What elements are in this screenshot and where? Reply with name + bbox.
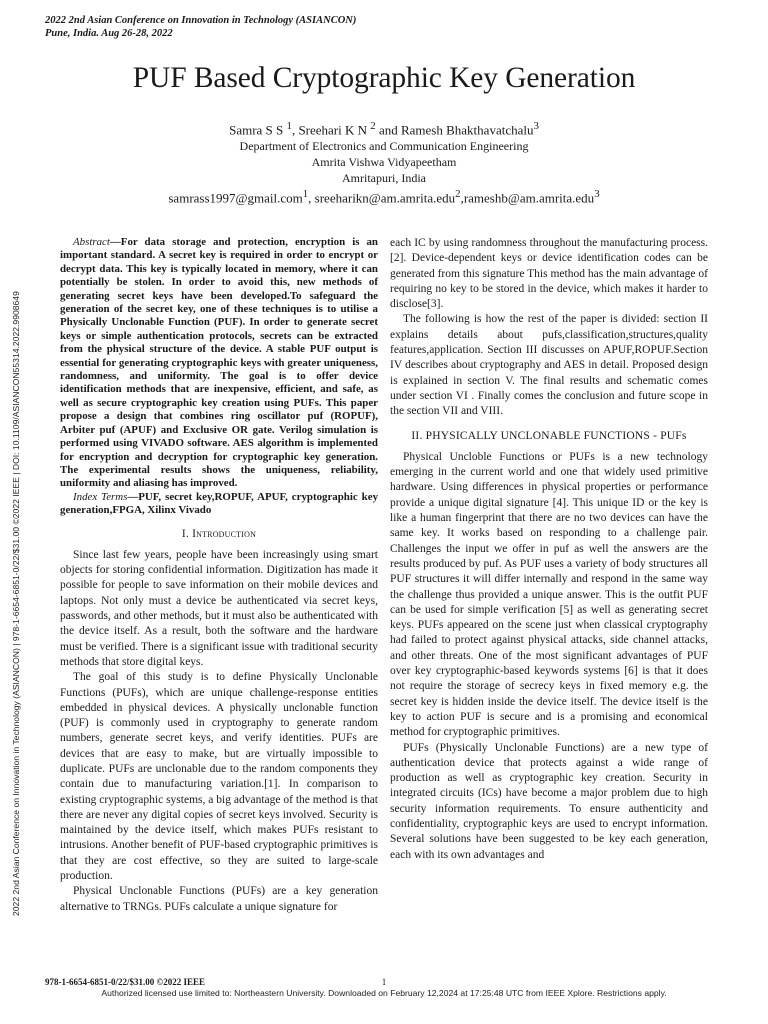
author-sup: 2 bbox=[370, 120, 376, 132]
abstract-lead: Abstract bbox=[73, 236, 110, 248]
index-terms-lead: Index Terms bbox=[73, 490, 128, 503]
email-link[interactable]: sreeharikn@am.amrita.edu bbox=[314, 190, 456, 206]
email-link[interactable]: samrass1997@gmail.com bbox=[168, 190, 303, 206]
paragraph: Physical Uncloble Functions or PUFs is a new technology emerging in the current world and one that widely used primitive hardware. Using differences in physical properties or performance provide a unique digital signature [4]. This unique ID or the key is like a human fingerprint that there are no two devices can have the same key. It works based on responding to a challenge pair. Challenges the input we offer in puf as well the answers are the results produced by puf. As PUF uses a variety of body structures all PUF structures it will differ internally and respond in the same way the challenge thus provided a unique answer. This is the outfit PUF can be used for simple verification [5] as well as generating secret keys. PUFs appeared on the scene just when classical cryptography had failed to protect against physical attacks, side channel attacks, and other threats. One of the most significant advantages of PUF over key cryptographic-based keywords systems [6] is that it does not require the storage of secrecy keys in fixed memory e.g. the secret key is hidden inside the device itself. The device itself is the key to action PUF is secure and is a promising and economical method for cryptographic primitives. bbox=[390, 450, 708, 739]
right-column bbox=[390, 236, 708, 863]
abstract bbox=[60, 236, 378, 491]
conference-header bbox=[45, 14, 356, 40]
email-sup: 3 bbox=[594, 188, 600, 201]
paragraph: PUFs (Physically Unclonable Functions) are a new type of authentication device that protects against a wide range of production as well as cryptographic key creation. Security in integrated circuits (ICs) have become a major problem due to high security information requirements. To ensure authenticity and confidentiality, cryptographic keys are used to encrypt information. Several solutions have been suggested to be key each generation, each with its own advantages and bbox=[390, 741, 708, 861]
license-notice: Authorized licensed use limited to: Northeastern University. Downloaded on February 12,2024 at 17:25:48 UTC from IEEE Xplore. Restrictions apply. bbox=[101, 988, 667, 998]
conference-location: Pune, India. Aug 26-28, 2022 bbox=[45, 28, 173, 39]
author-name: Sreehari K N bbox=[298, 122, 368, 138]
author-block bbox=[0, 118, 768, 207]
paragraph: The goal of this study is to define Physically Unclonable Functions (PUFs), which are unique challenge-response entities embedded in physical devices. A physically unclonable function (PUF) is commonly used in cryptography to generate random numbers, generate secret keys, and verify identities. PUFs are devices that are easy to make, but are virtually impossible to duplicate. PUFs are unclonable due to the random components they contain due to manufacturing variation.[1]. In comparison to existing cryptographic systems, a big advantage of the method is that there are never any digital copies of secret keys involved. Security is maintained by the device itself, which makes PUFs resistant to intrusions. Another benefit of PUF-based cryptographic primitives is that they are cost effective, so they are suited to large-scale production. bbox=[60, 671, 378, 883]
section-title: Introduction bbox=[192, 527, 257, 540]
side-doi-strip: 2022 2nd Asian Conference on Innovation in Technology (ASIANCON) | 978-1-6654-6851-0/22/$31.00 ©2022 IEEE | DOI: 10.1109/ASIANCON55314.2022.9908649 bbox=[11, 291, 21, 916]
author-names: Samra S S $^1$, Sreehari K N $^2$ and Ramesh Bhakthavatchalu$^3$ bbox=[229, 120, 539, 138]
conference-name: 2022 2nd Asian Conference on Innovation in Technology (ASIANCON) bbox=[45, 15, 357, 26]
index-terms bbox=[60, 491, 378, 518]
abstract-text: —For data storage and protection, encryption is an important standard. A secret key is required in order to encrypt or decrypt data. This key is typically located in memory, where it can potentially be stolen. In order to avoid this, new methods of generating secret keys have been developed.To safeguard the generation of the secret key, one of these techniques is to utilise a Physically Unclonable Function (PUF). In order to generate secret keys or simple authentication protocols, secrets can be extracted from the physical structure of the device. A stable PUF output is essential for generating cryptographic keys with greater uniqueness, randomness, and uniformity. The goal is to offer device identification methods that are inexpensive, efficient, and safe, as well as secure cryptographic key creation using PUFs. This paper propose a design that combines ring oscillator puf (ROPUF), Arbiter puf (APUF) and Exclusive OR gate. Verilog simulation is performed using VIVADO software. AES algorithm is implemented for encryption and decryption for cryptographic key generation. The experimental results shows the uniqueness, reliability, uniformity and aliasing has improved. bbox=[60, 236, 378, 490]
author-emails: samrass1997@gmail.com$^1$, sreeharikn@am.amrita.edu$^2$,rameshb@am.amrita.edu$^3$ bbox=[168, 188, 600, 206]
place: Amritapuri, India bbox=[342, 171, 426, 186]
author-sup: 3 bbox=[533, 120, 539, 132]
email-sup: 1 bbox=[302, 188, 309, 201]
paragraph: each IC by using randomness throughout the manufacturing process. [2]. Device-dependent keys or device identification codes can be generated from this signature This method has the main advantage of requiring no key to be stored in the device, which makes it harder to disclose[3]. bbox=[390, 237, 708, 311]
author-name: Ramesh Bhakthavatchalu bbox=[400, 122, 534, 138]
email-link[interactable]: rameshb@am.amrita.edu bbox=[463, 190, 595, 206]
section-number: I. bbox=[181, 527, 189, 540]
paragraph: Physical Unclonable Functions (PUFs) are a key generation alternative to TRNGs. PUFs calculate a unique signature for bbox=[60, 885, 378, 913]
section-heading-introduction bbox=[60, 527, 378, 542]
section-heading-pufs: II. PHYSICALLY UNCLONABLE FUNCTIONS - PUFs bbox=[411, 429, 687, 442]
university: Amrita Vishwa Vidyapeetham bbox=[311, 155, 457, 170]
author-name: Samra S S bbox=[229, 122, 284, 138]
paper-title: PUF Based Cryptographic Key Generation bbox=[132, 62, 636, 94]
paragraph: Since last few years, people have been increasingly using smart objects for storing confidential information. Digitization has made it possible for people to save information on their mobile devices and laptops. Not only must a device be authenticated via secret keys, passwords, and other methods, but it must also be authenticated with the device itself. As a result, both the software and the hardware must be verified. There is a significant issue with traditional security methods that store digital keys. bbox=[60, 548, 378, 668]
footer-copyright: 978-1-6654-6851-0/22/$31.00 ©2022 IEEE bbox=[45, 977, 205, 987]
left-column bbox=[60, 236, 378, 915]
page-number: 1 bbox=[381, 977, 387, 987]
author-sup: 1 bbox=[286, 120, 292, 132]
department: Department of Electronics and Communication Engineering bbox=[239, 139, 529, 154]
index-terms-text: —PUF, secret key,ROPUF, APUF, cryptographic key generation,FPGA, Xilinx Vivado bbox=[60, 490, 379, 517]
email-sup: 2 bbox=[455, 188, 461, 201]
paragraph: The following is how the rest of the paper is divided: section II explains details about pufs,classification,structures,quality features,application. Section III discusses on APUF,ROPUF.Section IV describes about cryptography and AES in detail. Proposed design is explained in section V. The final results and schematic comes under section VI . Finally comes the conclusion and future scope in the section VII and VIII. bbox=[390, 313, 708, 418]
